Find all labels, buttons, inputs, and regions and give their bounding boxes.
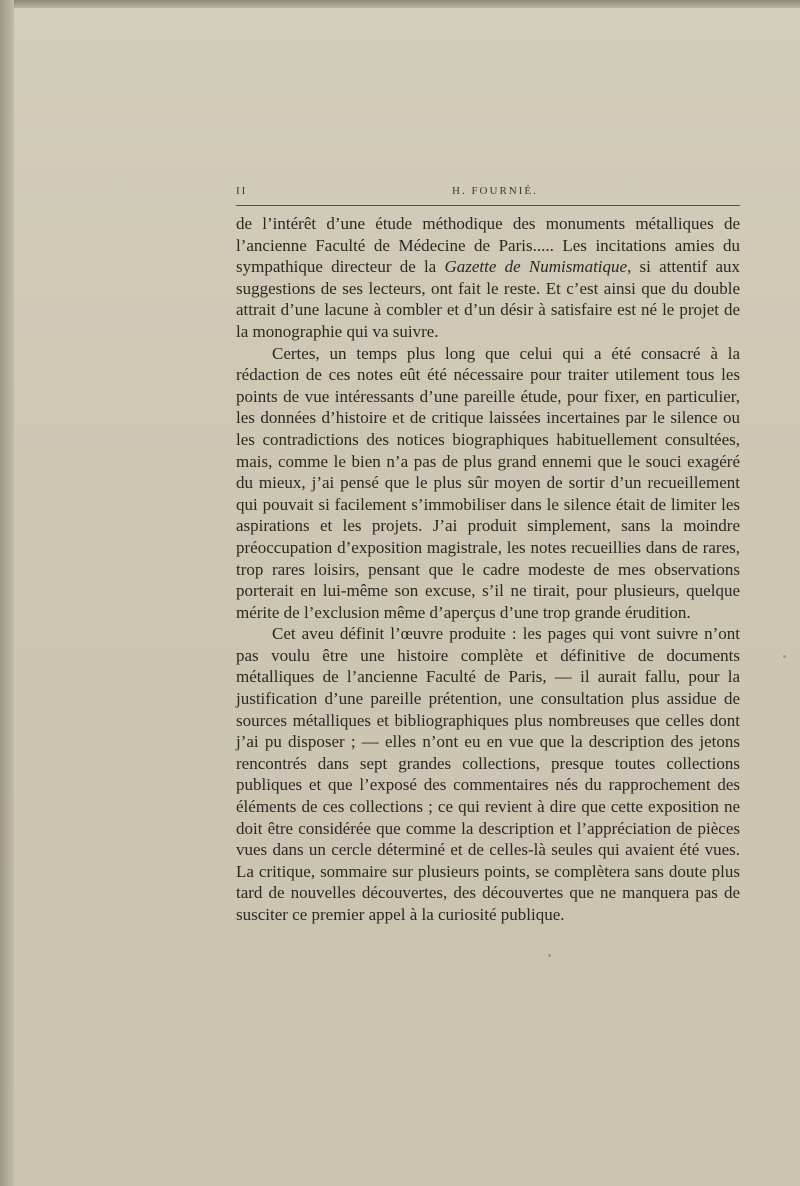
running-header bbox=[236, 185, 740, 205]
body-text bbox=[236, 213, 740, 926]
paragraph-continued bbox=[236, 213, 740, 343]
page-edge-top bbox=[0, 0, 800, 8]
paper-speck bbox=[548, 954, 551, 957]
page-number: II bbox=[236, 185, 248, 197]
journal-title: Gazette de Numismatique bbox=[444, 257, 628, 277]
page-edge-left bbox=[0, 0, 14, 1186]
paragraph-text: , si attentif aux suggestions de ses lecteurs, ont fait le reste. Et c’est ainsi que du double attrait d’une lacune à combler et d’un désir à satisfaire est né le projet de la monographie qui va suivre. bbox=[236, 257, 740, 341]
paragraph: Certes, un temps plus long que celui qui a été consacré à la rédaction de ces notes eût été nécessaire pour traiter utilement tous les points de vue intéressants d’une pareille étude, pour fixer, en particulier, les données d’histoire et de critique laissées incertaines par le silence ou les contradictions des notices biographiques habituellement consultées, mais, comme le bien n’a pas de plus grand ennemi que le souci exagéré du mieux, j’ai pensé que le plus sûr moyen de sortir d’un recueillement qui pouvait si facilement s’immobiliser dans le silence était de limiter les aspirations et les projets. J’ai produit simplement, sans la moindre préoccupation d’exposition magistrale, les notes recueillies dans de rares, trop rares loisirs, pensant que le cadre modeste de mes observations porterait en lui-même son excuse, s’il ne tirait, pour plusieurs, quelque mérite de l’exclusion même d’aperçus d’une trop grande érudition. bbox=[236, 343, 740, 622]
header-rule bbox=[236, 205, 740, 206]
paper-speck bbox=[783, 655, 786, 658]
paragraph: Cet aveu définit l’œuvre produite : les pages qui vont suivre n’ont pas voulu être une histoire complète et définitive de documents métalliques de l’ancienne Faculté de Paris, — il aurait fallu, pour la justification d’une pareille prétention, une consultation plus assidue de sources métalliques et bibliographiques plus nombreuses que celles dont j’ai pu disposer ; — elles n’ont eu en vue que la description des jetons rencontrés dans sept grandes collections, presque toutes collections publiques et que l’exposé des commentaires nés du rapprochement des éléments de ces collections ; ce qui revient à dire que cette exposition ne doit être considérée que comme la description et l’appréciation de pièces vues dans un cercle déterminé et de celles-là seules qui avaient été vues. La critique, sommaire sur plusieurs points, se complètera sans doute plus tard de nouvelles découvertes, des découvertes que ne manquera pas de susciter ce premier appel à la curiosité publique. bbox=[236, 624, 740, 924]
running-title: H. FOURNIÉ. bbox=[452, 185, 538, 197]
paragraph-text: de l’intérêt d’une étude méthodique des monuments métalliques de l’ancienne Faculté de Médecine de Paris..... Les incitations amies du sympathique directeur de la bbox=[236, 214, 740, 277]
